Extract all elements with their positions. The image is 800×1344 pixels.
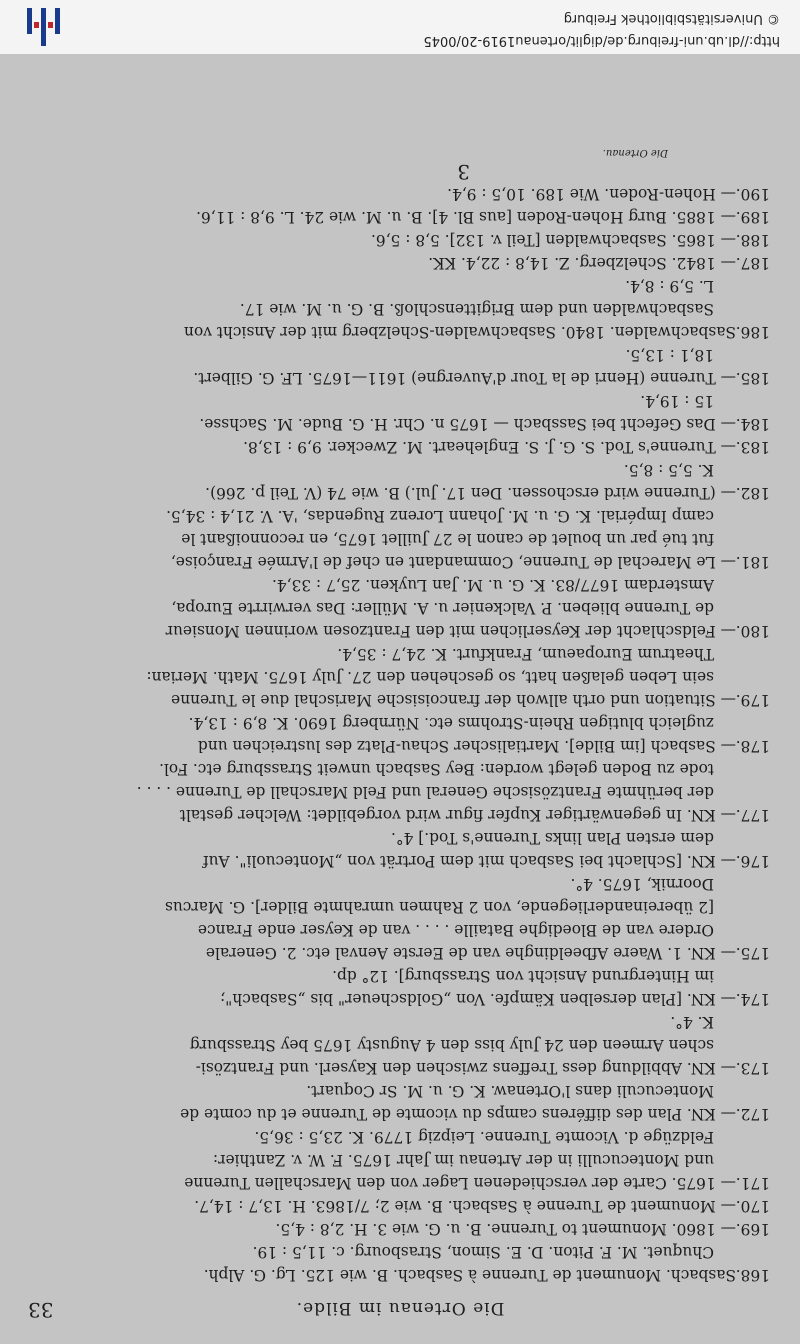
- catalog-entry: [28, 389, 770, 435]
- entry-line: und Montecuculli in der Artenau im Jahr 1675. F. W. v. Zanthier:: [212, 1151, 714, 1169]
- catalog-entry: [28, 1079, 770, 1125]
- entry-line: camp Impérial. K. G. u. M. Johann Lorenz Rugendas, 'A. V. 21,4 : 34,5.: [166, 507, 714, 525]
- entry-line: — KN. In gegenwärtiger Kupfer figur wird vorgebildet: Welcher gestalt: [179, 806, 736, 824]
- entry-line: fut tué par un boulet de canon le 27 Juillet 1675, en reconnoißant le: [181, 530, 714, 548]
- catalog-entry: [28, 711, 770, 757]
- entry-line: der berühmte Frantzösische General und Feld Marschall de Turenne . . . .: [136, 783, 714, 801]
- entry-line: Sasbach. Monument de Turenne à Sasbach. B. wie 125. Lg. G. Alph.: [203, 1266, 736, 1284]
- entry-number: 171.: [735, 1174, 770, 1192]
- document-scan: [0, 54, 800, 1344]
- entry-number: 188.: [735, 231, 770, 249]
- catalog-entry: [28, 458, 770, 504]
- catalog-entry: [28, 642, 770, 711]
- entry-line: — 1675. Carte der verschiedenen Lager von den Marschallen Turenne: [184, 1174, 736, 1192]
- catalog-entry: [28, 964, 770, 1010]
- entry-line: Amsterdam 1677/83. K. G. u. M. Jan Luyken. 25,7 : 33,4.: [271, 576, 714, 594]
- entry-number: 178.: [735, 737, 770, 755]
- entry-number: 170.: [735, 1197, 770, 1215]
- entry-line: — Sasbach [im Bilde]. Martialischer Schau-Platz des lustreichen und: [197, 737, 736, 755]
- entry-number: 173.: [735, 1059, 770, 1077]
- entry-number: 183.: [735, 438, 770, 456]
- entry-line: — Monument de Turenne à Sasbach. B. wie 2; 7/1863. H. 13,7 : 14,7.: [194, 1197, 736, 1215]
- catalog-entry: [28, 1010, 770, 1079]
- entry-number: 177.: [735, 806, 770, 824]
- entry-line: 18,1 : 13,5.: [625, 346, 714, 364]
- entry-line: sein Leben gelaßen hatt, so geschehen den 27. July 1675. Math. Merian:: [146, 668, 714, 686]
- entry-line: — KN. 1. Waere Afbeeldinghe van de Eerste Aenval etc. 2. Generale: [205, 944, 736, 962]
- entry-line: schen Armeen den 24 July biss den 4 Augusty 1675 bey Strassburg: [189, 1036, 714, 1054]
- entry-line: — KN. [Schlacht bei Sasbach mit dem Porträt von „Montecuoli". Auf: [202, 852, 736, 870]
- entry-number: 187.: [735, 254, 770, 272]
- entry-number: 190.: [735, 185, 770, 203]
- catalog-entry: [28, 757, 770, 826]
- entry-line: de Turenne blieben. P. Valckenier u. A. Müller: Das verwirrte Europa,: [171, 599, 714, 617]
- running-title: Die Ortenau im Bilde.: [295, 1298, 505, 1318]
- entry-line: — Le Marechal de Turenne, Commandant en chef de l'Armée Françoise,: [170, 553, 736, 571]
- entry-line: — KN. [Plan derselben Kämpfe. Von „Goldscheuer" bis „Sasbach";: [220, 990, 736, 1008]
- entry-line: — Hohen-Roden. Wie 189. 10,5 : 9,4.: [447, 185, 736, 203]
- source-bar: [0, 0, 800, 54]
- entry-line: — Turenne (Henri de la Tour d'Auvergne) 1611—1675. LF. G. Gilbert.: [193, 369, 736, 387]
- entry-line: — Situation und orth allwoh der francoisische Marischal due le Turenne: [171, 691, 736, 709]
- copyright-text: © Universitätsbibliothek Freiburg: [563, 11, 780, 26]
- catalog-entry: [28, 872, 770, 964]
- entry-number: 176.: [735, 852, 770, 870]
- entry-number: 174.: [735, 990, 770, 1008]
- entry-line: — KN. Abbildung dess Treffens zwischen den Kayserl. und Frantzösi-: [195, 1059, 736, 1077]
- entry-line: — 1842. Schelzberg. Z. 14,8 : 22,4. KK.: [428, 254, 736, 272]
- entry-line: 15 : 19,4.: [640, 392, 714, 410]
- catalog-entry: [28, 251, 770, 274]
- entry-line: — KN. Plan des différens camps du vicomte de Turenne et du comte de: [180, 1105, 736, 1123]
- entry-number: 175.: [735, 944, 770, 962]
- catalog-entry: [28, 205, 770, 228]
- entry-line: K. 5,5 : 8,5.: [623, 461, 714, 479]
- entry-line: Sasbachwalden und dem Brigittenschloß. B. G. u. M. wie 17.: [239, 300, 714, 318]
- entry-number: 182.: [735, 484, 770, 502]
- entry-number: 168.: [735, 1266, 770, 1284]
- catalog-entry: [28, 1240, 770, 1286]
- entry-line: L. 5,9 : 8,4.: [625, 277, 714, 295]
- catalog-entry: [28, 504, 770, 573]
- catalog-entry: [28, 1125, 770, 1194]
- entry-line: — Turenne's Tod. S. G. J. S. Engleheart. M. Zwecker. 9,9 : 13,8.: [243, 438, 736, 456]
- page-footer: [0, 126, 800, 186]
- entry-number: 185.: [735, 369, 770, 387]
- entry-number: 184.: [735, 415, 770, 433]
- entry-line: Chuquet. M. F. Piton. D. E. Simon, Strasbourg. c. 11,5 : 19.: [252, 1243, 714, 1261]
- entry-number: 172.: [735, 1105, 770, 1123]
- catalog-entry: [28, 1217, 770, 1240]
- entry-line: — 1865. Sasbachwalden [Teil v. 132]. 5,8 : 5,6.: [371, 231, 736, 249]
- entry-line: Feldzüge d. Vicomte Turenne. Leipzig 1779. K. 23,5 : 36,5.: [254, 1128, 714, 1146]
- entry-number: 186.: [735, 323, 770, 341]
- entry-line: Theatrum Europaeum, Frankfurt. K. 24,7 : 35,4.: [337, 645, 714, 663]
- entry-line: im Hintergrund Ansicht von Strassburg]. 12° dp.: [332, 967, 714, 985]
- entry-line: K. 4°.: [670, 1013, 714, 1031]
- page-number: 33: [28, 1298, 54, 1322]
- entry-line: Sasbachwalden. 1840. Sasbachwalden-Schelzberg mit der Ansicht von: [184, 323, 736, 341]
- entry-line: dem ersten Plan links Turenne's Tod.] 4°.: [391, 829, 714, 847]
- catalog-entry: [28, 228, 770, 251]
- entry-line: — Feldschlacht der Keyserlichen mit den Frantzosen worinnen Monsieur: [165, 622, 736, 640]
- page-header: [0, 1294, 800, 1324]
- entry-line: Ordere van de Bloedighe Bataille . . . . van de Keyser ende France: [197, 921, 714, 939]
- catalog-entry: [28, 274, 770, 343]
- catalog-entry: [28, 573, 770, 642]
- catalog-entry: [28, 826, 770, 872]
- catalog-entry: [28, 435, 770, 458]
- catalog-entry: [28, 343, 770, 389]
- entry-line: — 1885. Burg Hohen-Roden [aus Bl. 4]. B. u. M. wie 24. L. 9,8 : 11,6.: [196, 208, 736, 226]
- entry-line: tode zu Boden gelegt worden: Bey Sasbach unweit Strassburg etc. Fol.: [159, 760, 714, 778]
- sheet-number: 3: [457, 160, 470, 184]
- entry-line: — Das Gefecht bei Sassbach — 1675 n. Chr. H. G. Bude. M. Sachsse.: [199, 415, 736, 433]
- catalog-entry: [28, 1194, 770, 1217]
- signature-mark: Die Ortenau.: [602, 147, 668, 158]
- source-url-link[interactable]: http://dl.ub.uni-freiburg.de/diglit/ortenau1919-20/0045: [423, 33, 780, 48]
- entry-number: 181.: [735, 553, 770, 571]
- entry-line: Doornik, 1675. 4°.: [570, 875, 714, 893]
- entry-number: 179.: [735, 691, 770, 709]
- catalog-entries: [28, 182, 770, 1286]
- entry-line: zugleich blutigen Rhein-Strohms etc. Nürnberg 1690. K. 8,9 : 13,4.: [188, 714, 714, 732]
- entry-line: Montecuculi dans l'Ortenaw. K. G. u. M. Sr Coquart.: [306, 1082, 714, 1100]
- entry-number: 189.: [735, 208, 770, 226]
- entry-line: — 1860. Monument to Turenne. B. u. G. wie 3. H. 2,8 : 4,5.: [275, 1220, 736, 1238]
- ub-freiburg-logo-icon: [22, 6, 66, 48]
- entry-line: — (Turenne wird erschossen. Den 17. Jul.) B. wie 74 (V. Teil p. 266).: [205, 484, 736, 502]
- entry-line: [2 übereinanderliegende, von 2 Rahmen umrahmte Bilder]. G. Marcus: [164, 898, 714, 916]
- entry-number: 180.: [735, 622, 770, 640]
- entry-number: 169.: [735, 1220, 770, 1238]
